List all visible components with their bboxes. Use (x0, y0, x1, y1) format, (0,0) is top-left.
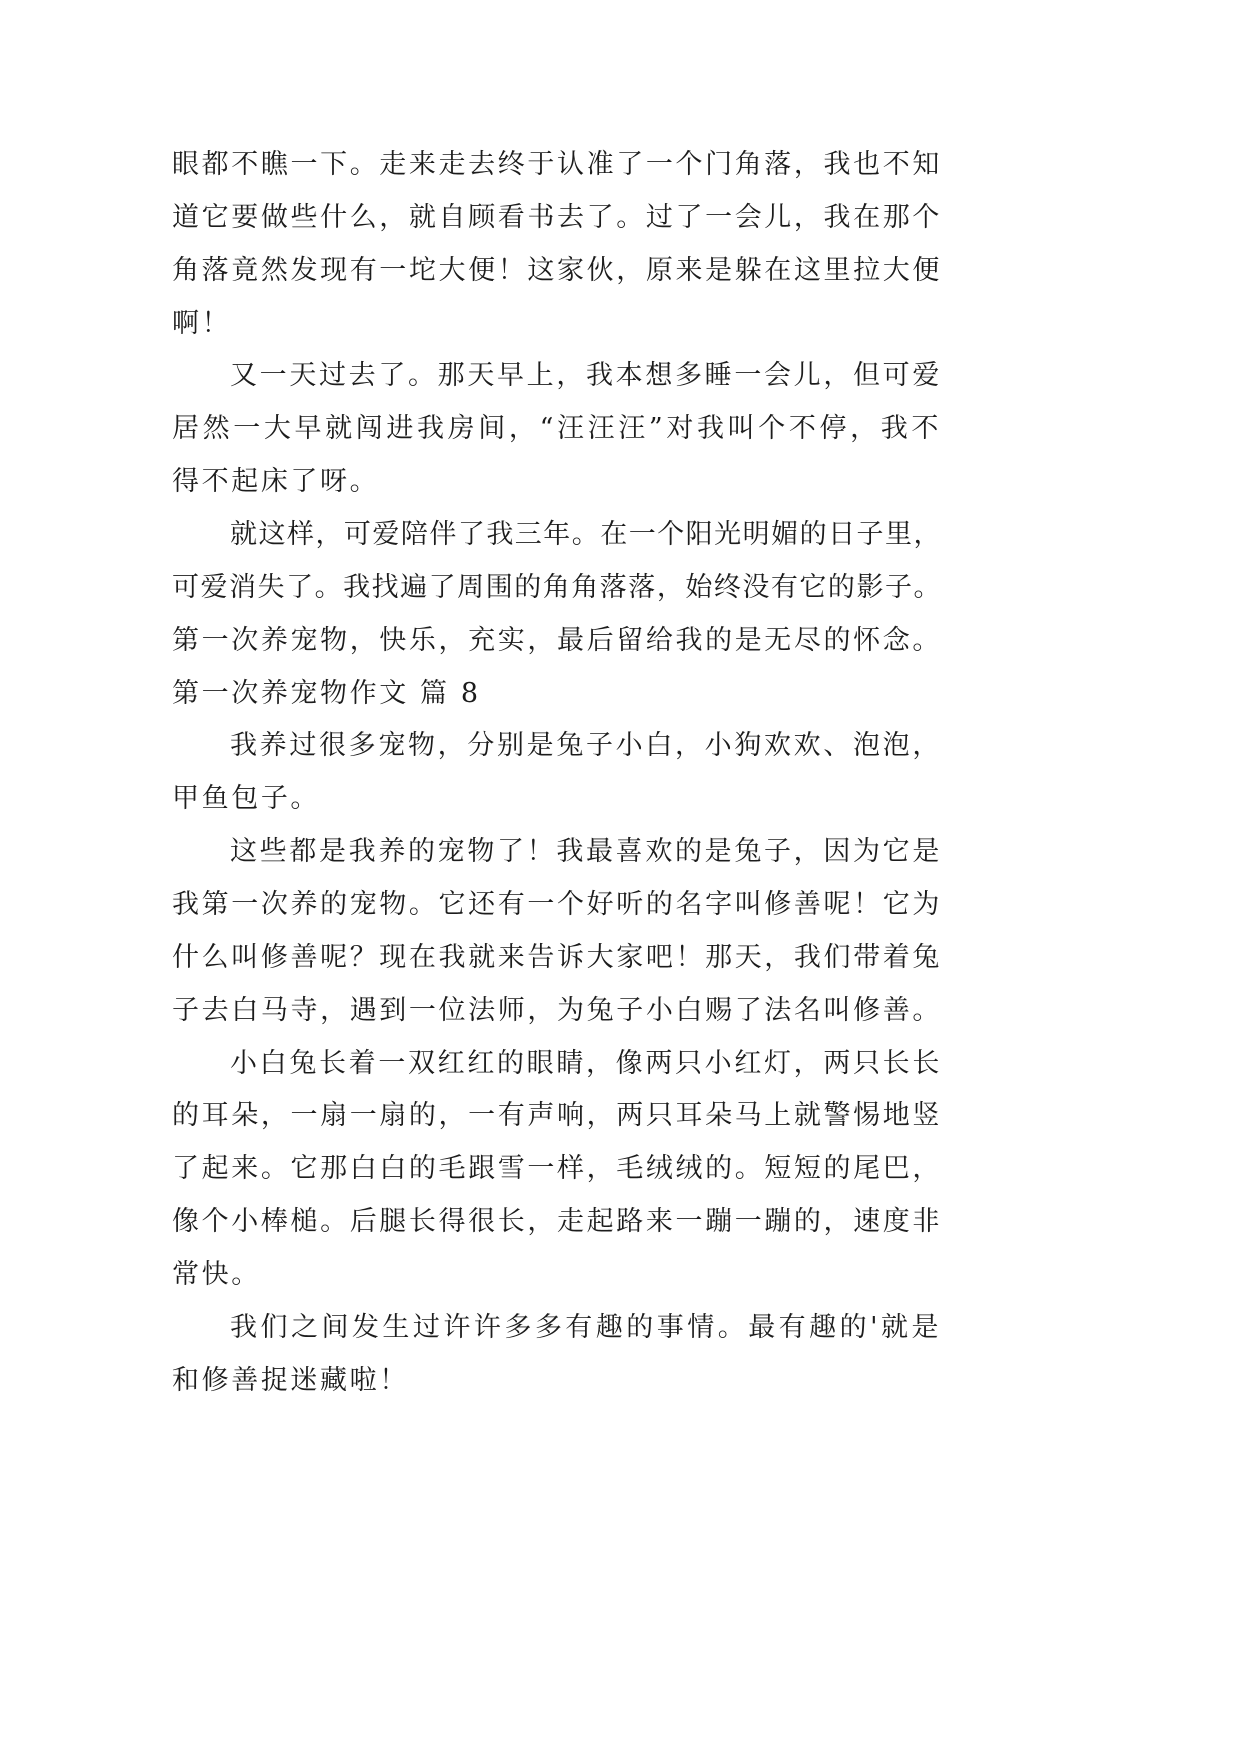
text-line: 子去白马寺，遇到一位法师，为兔子小白赐了法名叫修善。 (172, 994, 942, 1026)
text-line: 我们之间发生过许许多多有趣的事情。最有趣的'就是 (230, 1311, 942, 1343)
paragraph (172, 1302, 962, 1408)
paragraph (172, 720, 962, 826)
text-line: 小白兔长着一双红红的眼睛，像两只小红灯，两只长长 (230, 1047, 942, 1079)
text-line: 像个小棒槌。后腿长得很长，走起路来一蹦一蹦的，速度非 (172, 1206, 942, 1238)
text-line: 可爱消失了。我找遍了周围的角角落落，始终没有它的影子。 (172, 571, 942, 603)
text-line: 角落竟然发现有一坨大便！这家伙，原来是躲在这里拉大便 (172, 254, 942, 286)
text-line: 这些都是我养的宠物了！我最喜欢的是兔子，因为它是 (230, 836, 942, 868)
paragraph (172, 826, 962, 1037)
text-line: 甲鱼包子。 (172, 783, 321, 815)
text-line: 道它要做些什么，就自顾看书去了。过了一会儿，我在那个 (172, 201, 942, 233)
text-line: 和修善捉迷藏啦！ (172, 1364, 409, 1396)
text-line: 就这样，可爱陪伴了我三年。在一个阳光明媚的日子里， (230, 519, 942, 551)
document-body (172, 139, 962, 1408)
text-line: 得不起床了呀。 (172, 466, 380, 498)
text-line: 了起来。它那白白的毛跟雪一样，毛绒绒的。短短的尾巴， (172, 1153, 942, 1185)
text-line: 居然一大早就闯进我房间，“汪汪汪”对我叫个不停，我不 (172, 413, 942, 445)
text-line: 啊！ (172, 307, 232, 339)
text-line: 我养过很多宠物，分别是兔子小白，小狗欢欢、泡泡， (230, 730, 942, 762)
text-line: 什么叫修善呢？现在我就来告诉大家吧！那天，我们带着兔 (172, 941, 942, 973)
paragraph (172, 509, 962, 668)
text-line: 我第一次养的宠物。它还有一个好听的名字叫修善呢！它为 (172, 889, 942, 921)
text-line: 常快。 (172, 1259, 261, 1291)
paragraph (172, 1038, 962, 1302)
text-line: 的耳朵，一扇一扇的，一有声响，两只耳朵马上就警惕地竖 (172, 1100, 942, 1132)
text-line: 又一天过去了。那天早上，我本想多睡一会儿，但可爱 (230, 360, 942, 392)
text-line: 眼都不瞧一下。走来走去终于认准了一个门角落，我也不知 (172, 149, 942, 180)
paragraph (172, 350, 962, 509)
paragraph (172, 139, 962, 350)
article-heading: 第一次养宠物作文 篇 8 (172, 677, 481, 709)
text-line: 第一次养宠物，快乐，充实，最后留给我的是无尽的怀念。 (172, 624, 942, 656)
